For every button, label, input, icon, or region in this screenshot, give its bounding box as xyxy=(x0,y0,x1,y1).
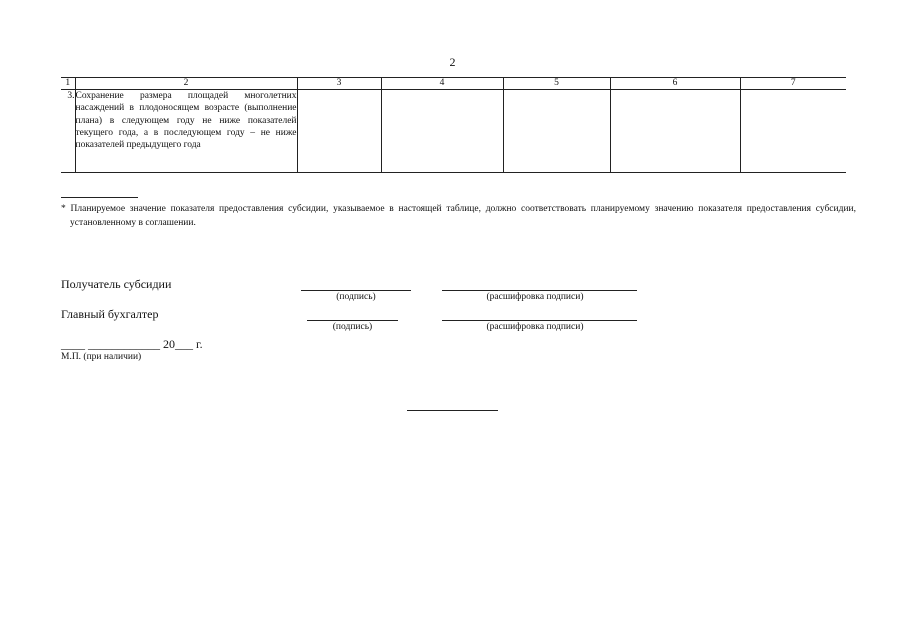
page-number: 2 xyxy=(449,55,456,69)
table-cell xyxy=(610,90,740,173)
table-cell xyxy=(740,90,846,173)
footnote-divider xyxy=(61,197,138,198)
column-header: 7 xyxy=(740,78,846,90)
column-header: 6 xyxy=(610,78,740,90)
signature-caption: (подпись) xyxy=(336,292,376,302)
recipient-decode-line xyxy=(442,290,637,291)
recipient-signature-line xyxy=(301,290,411,291)
accountant-decode-line xyxy=(442,320,637,321)
column-header: 3 xyxy=(297,78,381,90)
row-number: 3. xyxy=(61,90,75,173)
date-line: ____ ____________ 20___ г. xyxy=(61,337,203,351)
column-header: 1 xyxy=(61,78,75,90)
footnote: * Планируемое значение показателя предоставления субсидии, указываемое в настоящей таблице, должно соответствовать планируемому значению показателя предоставления субсидии, установленному в соглашении. xyxy=(61,204,856,228)
indicator-name: Сохранение размера площадей многолетних насаждений в плодоносящем возрасте (выполнение плана) в следующем году не ниже показателей текущего года, а в последующем году – не ниже показателей предыдущего года xyxy=(75,90,297,173)
signature-caption: (подпись) xyxy=(332,322,373,332)
indicator-table xyxy=(61,77,846,173)
table-cell xyxy=(503,90,610,173)
end-divider xyxy=(407,410,498,411)
decode-caption: (расшифровка подписи) xyxy=(486,322,584,332)
table-cell xyxy=(297,90,381,173)
accountant-label: Главный бухгалтер xyxy=(61,307,159,321)
stamp-note: М.П. (при наличии) xyxy=(61,352,142,362)
column-header: 2 xyxy=(75,78,297,90)
decode-caption: (расшифровка подписи) xyxy=(486,292,584,302)
table-header-row xyxy=(61,78,846,90)
column-header: 5 xyxy=(503,78,610,90)
recipient-label: Получатель субсидии xyxy=(61,277,172,291)
table-cell xyxy=(381,90,503,173)
table-row xyxy=(61,90,846,173)
accountant-signature-line xyxy=(307,320,398,321)
column-header: 4 xyxy=(381,78,503,90)
